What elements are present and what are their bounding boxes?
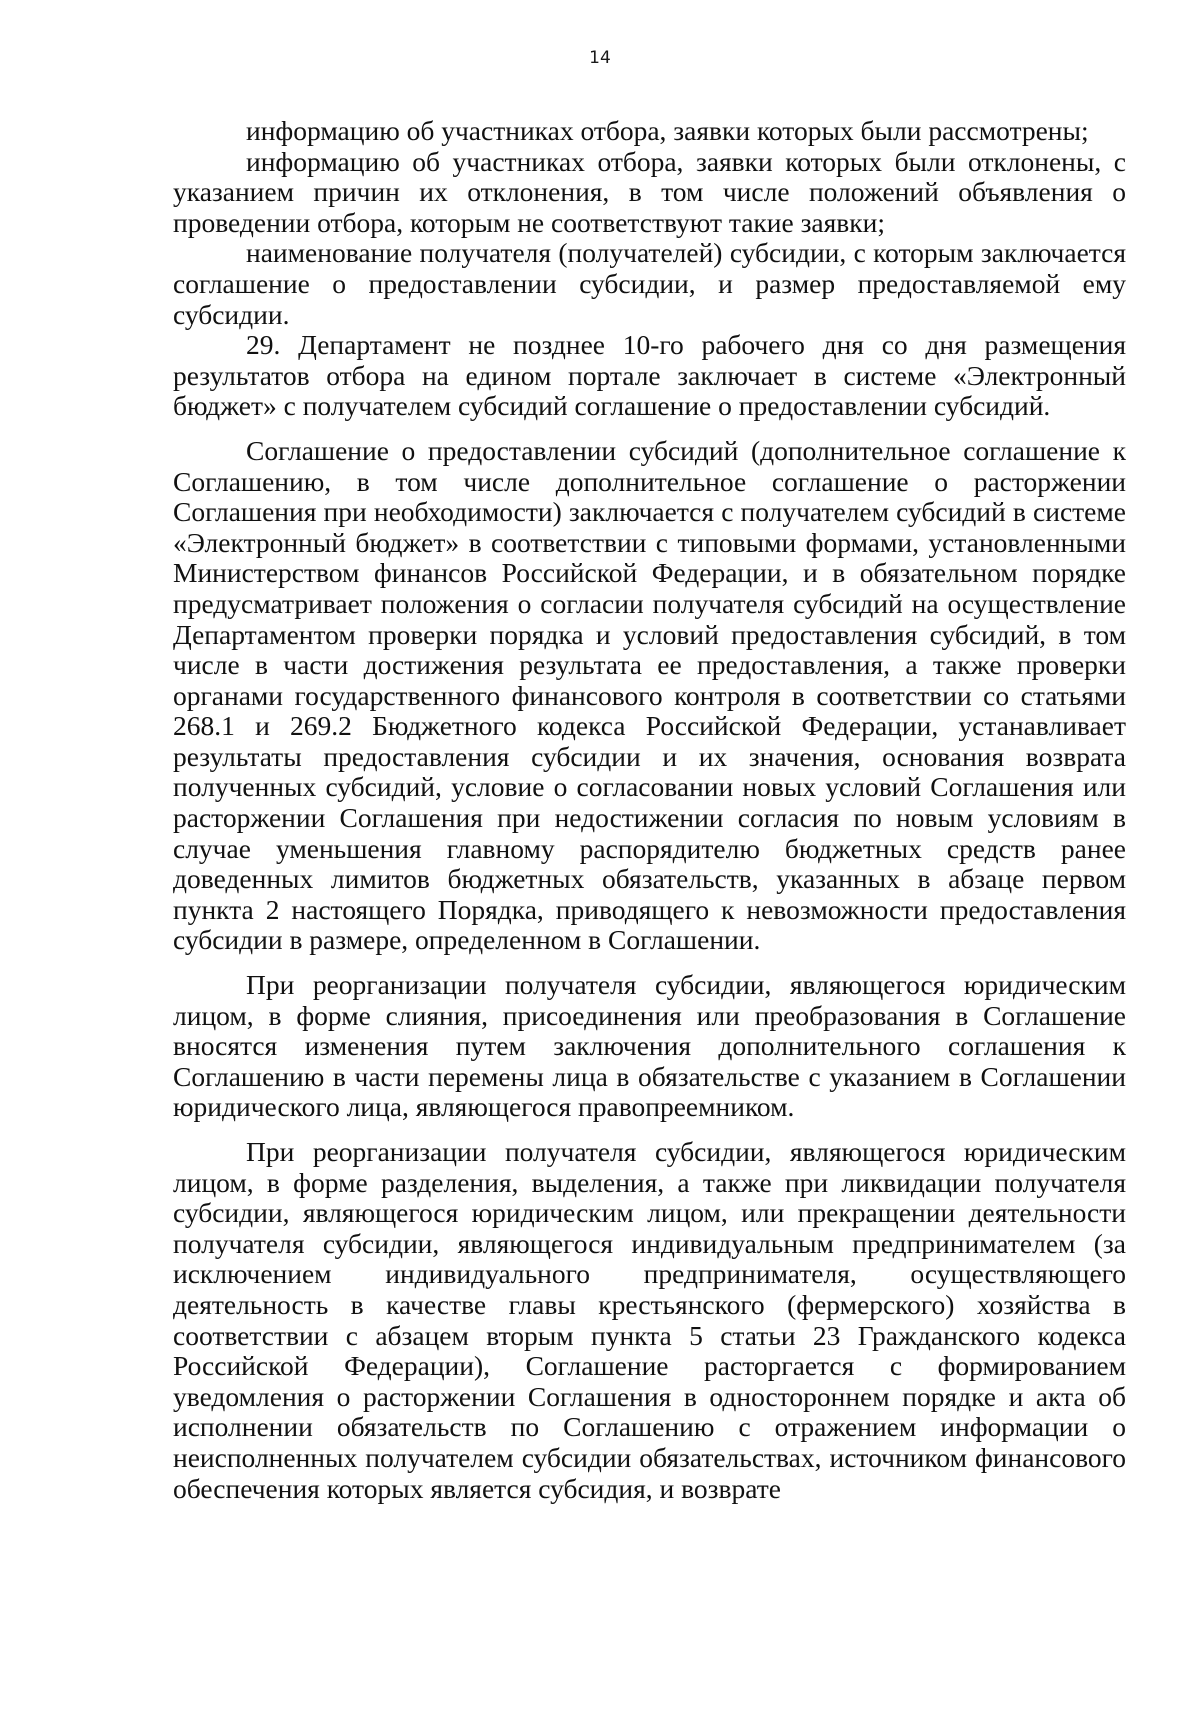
- paragraph-recipient-name: наименование получателя (получателей) субсидии, с которым заключается соглашение о предоставлении субсидии, и размер предоставляемой ему субсидии.: [173, 237, 1126, 330]
- paragraph-reorganization-merger: При реорганизации получателя субсидии, являющегося юридическим лицом, в форме слияния, присоединения или преобразования в Соглашение вносятся изменения путем заключения дополнительного соглашения к Соглашению в части перемены лица в обязательстве с указанием в Соглашении юридического лица, являющегося правопреемником.: [173, 969, 1126, 1123]
- page-number: 14: [589, 48, 611, 68]
- paragraph-reviewed-participants: информацию об участниках отбора, заявки которых были рассмотрены;: [246, 115, 1089, 146]
- paragraph-item-29: 29. Департамент не позднее 10-го рабочего дня со дня размещения результатов отбора на едином портале заключает в системе «Электронный бюджет» с получателем субсидий соглашение о предоставлении субсидий.: [173, 329, 1126, 422]
- paragraph-agreement-terms: Соглашение о предоставлении субсидий (дополнительное соглашение к Соглашению, в том числе дополнительное соглашение о расторжении Соглашения при необходимости) заключается с получателем субсидий в системе «Электронный бюджет» в соответствии с типовыми формами, установленными Министерством финансов Российской Федерации, и в обязательном порядке предусматривает положения о согласии получателя субсидий на осуществление Департаментом проверки порядка и условий предоставления субсидий, в том числе в части достижения результата ее предоставления, а также проверки органами государственного финансового контроля в соответствии со статьями 268.1 и 269.2 Бюджетного кодекса Российской Федерации, устанавливает результаты предоставления субсидии и их значения, основания возврата полученных субсидий, условие о согласовании новых условий Соглашения или расторжении Соглашения при недостижении согласия по новым условиям в случае уменьшения главному распорядителю бюджетных средств ранее доведенных лимитов бюджетных обязательств, указанных в абзаце первом пункта 2 настоящего Порядка, приводящего к невозможности предоставления субсидии в размере, определенном в Соглашении.: [173, 434, 1126, 956]
- paragraph-reorganization-division: При реорганизации получателя субсидии, являющегося юридическим лицом, в форме разделения, выделения, а также при ликвидации получателя субсидии, являющегося юридическим лицом, или прекращении деятельности получателя субсидии, являющегося индивидуальным предпринимателем (за исключением индивидуального предпринимателя, осуществляющего деятельность в качестве главы крестьянского (фермерского) хозяйства в соответствии с абзацем вторым пункта 5 статьи 23 Гражданского кодекса Российской Федерации), Соглашение расторгается с формированием уведомления о расторжении Соглашения в одностороннем порядке и акта об исполнении обязательств по Соглашению с отражением информации о неисполненных получателем субсидии обязательствах, источником финансового обеспечения которых является субсидия, и возврате: [173, 1136, 1126, 1504]
- paragraph-rejected-participants: информацию об участниках отбора, заявки которых были отклонены, с указанием причин их отклонения, в том числе положений объявления о проведении отбора, которым не соответствуют такие заявки;: [173, 145, 1126, 238]
- document-body: [173, 116, 1126, 1504]
